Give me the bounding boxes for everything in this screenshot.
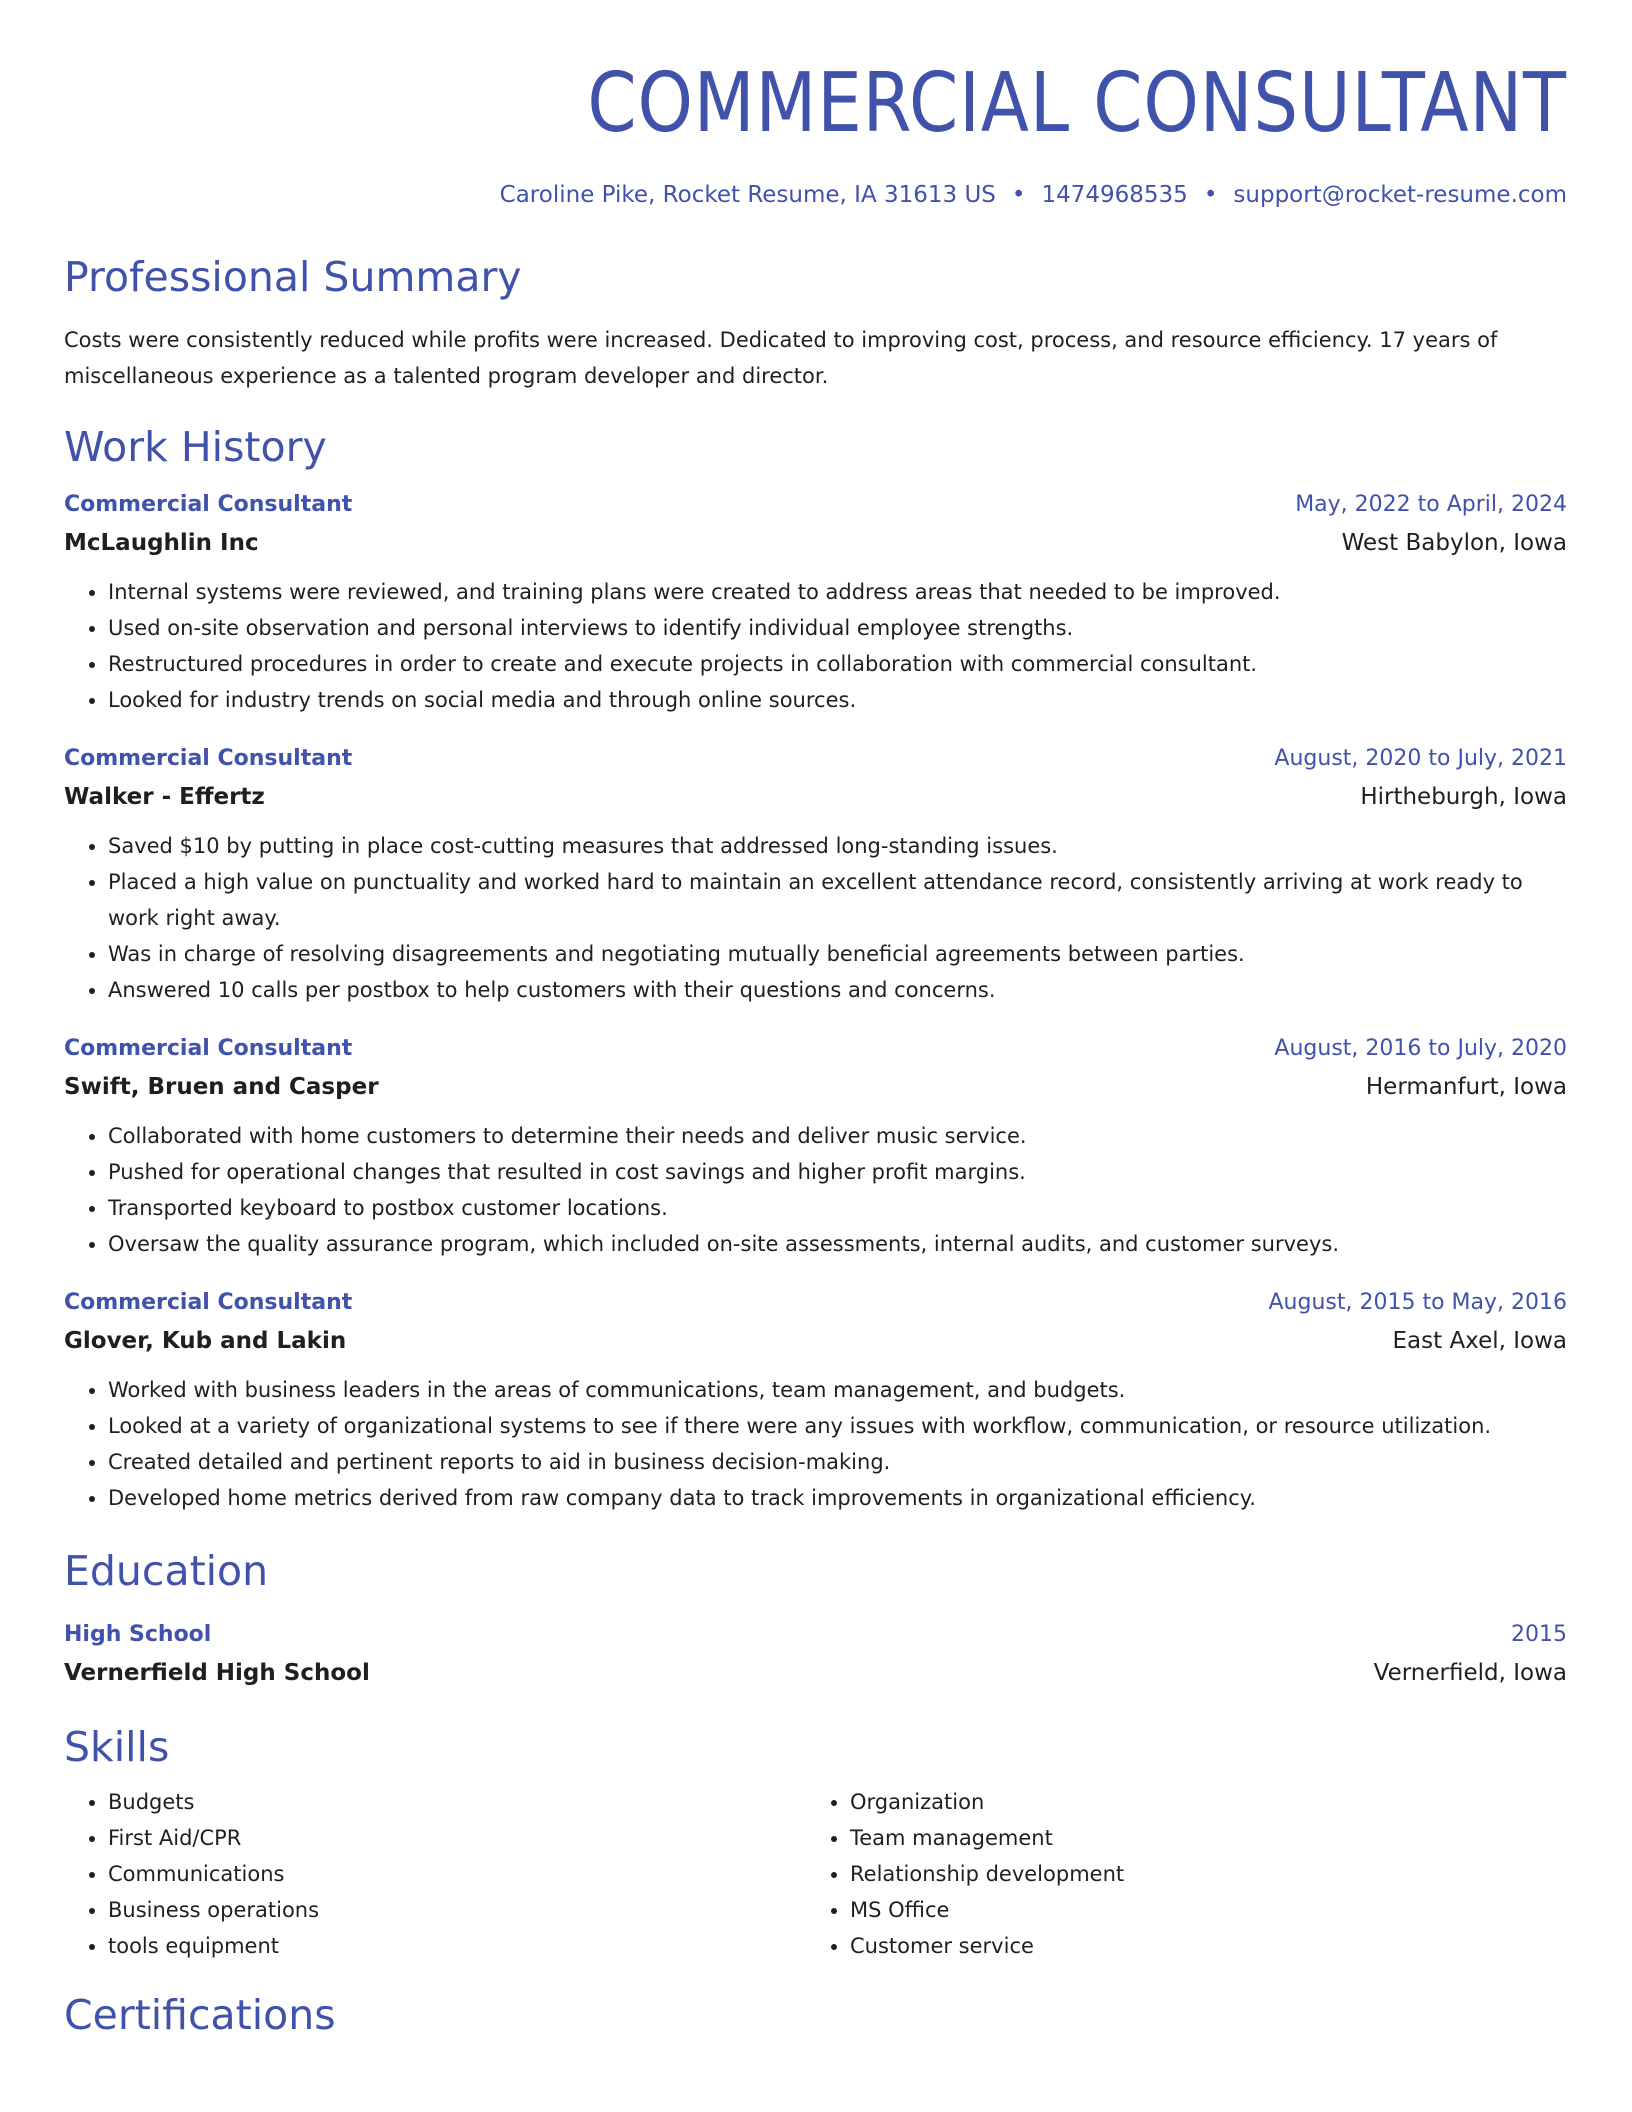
skills-heading: Skills bbox=[64, 1723, 170, 1771]
job-bullet: • Answered 10 calls per postbox to help customers with their questions and concerns. bbox=[108, 972, 1567, 1008]
skill-item: • Customer service bbox=[850, 1928, 1548, 1964]
job-location: West Babylon, Iowa bbox=[1341, 530, 1567, 556]
job-location: East Axel, Iowa bbox=[1392, 1328, 1567, 1354]
skill-item: • Relationship development bbox=[850, 1856, 1548, 1892]
summary-heading: Professional Summary bbox=[64, 253, 522, 301]
skill-item: • tools equipment bbox=[108, 1928, 806, 1964]
job-bullet: • Collaborated with home customers to determine their needs and deliver music service. bbox=[108, 1118, 1567, 1154]
contact-separator: • bbox=[1011, 182, 1026, 208]
education-heading: Education bbox=[64, 1547, 269, 1595]
skills-column-left bbox=[64, 1784, 806, 1964]
job-dates: May, 2022 to April, 2024 bbox=[1295, 492, 1567, 517]
skill-item: • First Aid/CPR bbox=[108, 1820, 806, 1856]
job-location: Hirtheburgh, Iowa bbox=[1360, 784, 1567, 810]
job-dates: August, 2016 to July, 2020 bbox=[1274, 1036, 1567, 1061]
job-entry bbox=[64, 740, 1567, 1008]
job-bullet: • Pushed for operational changes that resulted in cost savings and higher profit margins. bbox=[108, 1154, 1567, 1190]
job-dates: August, 2015 to May, 2016 bbox=[1268, 1290, 1567, 1315]
work-history-heading: Work History bbox=[64, 423, 327, 471]
job-bullet: • Oversaw the quality assurance program, which included on-site assessments, internal audits, and customer surveys. bbox=[108, 1226, 1567, 1262]
job-company: Walker - Effertz bbox=[64, 784, 265, 810]
job-bullet: • Transported keyboard to postbox customer locations. bbox=[108, 1190, 1567, 1226]
skill-item: • Business operations bbox=[108, 1892, 806, 1928]
job-bullet: • Was in charge of resolving disagreements and negotiating mutually beneficial agreements between parties. bbox=[108, 936, 1567, 972]
skill-item: • Budgets bbox=[108, 1784, 806, 1820]
job-company: Swift, Bruen and Casper bbox=[64, 1074, 379, 1100]
skill-item: • Team management bbox=[850, 1820, 1548, 1856]
skill-item: • MS Office bbox=[850, 1892, 1548, 1928]
job-entry bbox=[64, 1284, 1567, 1516]
skills-grid bbox=[64, 1784, 1567, 1964]
job-bullet: • Looked at a variety of organizational systems to see if there were any issues with workflow, communication, or resource utilization. bbox=[108, 1408, 1567, 1444]
job-location: Hermanfurt, Iowa bbox=[1365, 1074, 1567, 1100]
certifications-heading: Certifications bbox=[64, 1991, 336, 2039]
job-bullets bbox=[64, 1372, 1567, 1516]
skills-column-right bbox=[806, 1784, 1548, 1964]
contact-email[interactable]: support@rocket-resume.com bbox=[1233, 182, 1567, 208]
job-bullet: • Looked for industry trends on social media and through online sources. bbox=[108, 682, 1567, 718]
job-bullets bbox=[64, 574, 1567, 718]
work-history-list bbox=[64, 486, 1567, 1516]
job-entry bbox=[64, 1030, 1567, 1262]
job-bullets bbox=[64, 828, 1567, 1008]
job-bullet: • Saved $10 by putting in place cost-cutting measures that addressed long-standing issues. bbox=[108, 828, 1567, 864]
education-location: Vernerfield, Iowa bbox=[1373, 1660, 1567, 1686]
resume-page bbox=[64, 0, 1567, 2040]
summary-text: Costs were consistently reduced while profits were increased. Dedicated to improving cost, process, and resource efficiency. 17 years of miscellaneous experience as a talented program developer and director. bbox=[64, 328, 1498, 388]
contact-line bbox=[64, 180, 1567, 210]
job-bullets bbox=[64, 1118, 1567, 1262]
education-degree: High School bbox=[64, 1622, 212, 1647]
contact-address: Caroline Pike, Rocket Resume, IA 31613 US bbox=[499, 182, 996, 208]
contact-phone[interactable]: 1474968535 bbox=[1041, 182, 1188, 208]
job-bullet: • Created detailed and pertinent reports to aid in business decision-making. bbox=[108, 1444, 1567, 1480]
job-company: Glover, Kub and Lakin bbox=[64, 1328, 347, 1354]
job-dates: August, 2020 to July, 2021 bbox=[1274, 746, 1567, 771]
contact-separator: • bbox=[1203, 182, 1218, 208]
job-entry bbox=[64, 486, 1567, 718]
job-role: Commercial Consultant bbox=[64, 1036, 353, 1061]
job-bullet: • Restructured procedures in order to create and execute projects in collaboration with commercial consultant. bbox=[108, 646, 1567, 682]
resume-title: COMMERCIAL CONSULTANT bbox=[587, 56, 1567, 151]
job-role: Commercial Consultant bbox=[64, 746, 353, 771]
job-company: McLaughlin Inc bbox=[64, 530, 259, 556]
job-role: Commercial Consultant bbox=[64, 1290, 353, 1315]
job-bullet: • Worked with business leaders in the areas of communications, team management, and budgets. bbox=[108, 1372, 1567, 1408]
education-year: 2015 bbox=[1511, 1622, 1567, 1647]
job-bullet: • Internal systems were reviewed, and training plans were created to address areas that needed to be improved. bbox=[108, 574, 1567, 610]
job-bullet: • Developed home metrics derived from raw company data to track improvements in organizational efficiency. bbox=[108, 1480, 1567, 1516]
education-entry bbox=[64, 1616, 1567, 1692]
job-role: Commercial Consultant bbox=[64, 492, 353, 517]
skill-item: • Organization bbox=[850, 1784, 1548, 1820]
skill-item: • Communications bbox=[108, 1856, 806, 1892]
education-school: Vernerfield High School bbox=[64, 1660, 370, 1686]
job-bullet: • Used on-site observation and personal interviews to identify individual employee strengths. bbox=[108, 610, 1567, 646]
job-bullet: • Placed a high value on punctuality and worked hard to maintain an excellent attendance record, consistently arriving at work ready to work right away. bbox=[108, 864, 1567, 936]
